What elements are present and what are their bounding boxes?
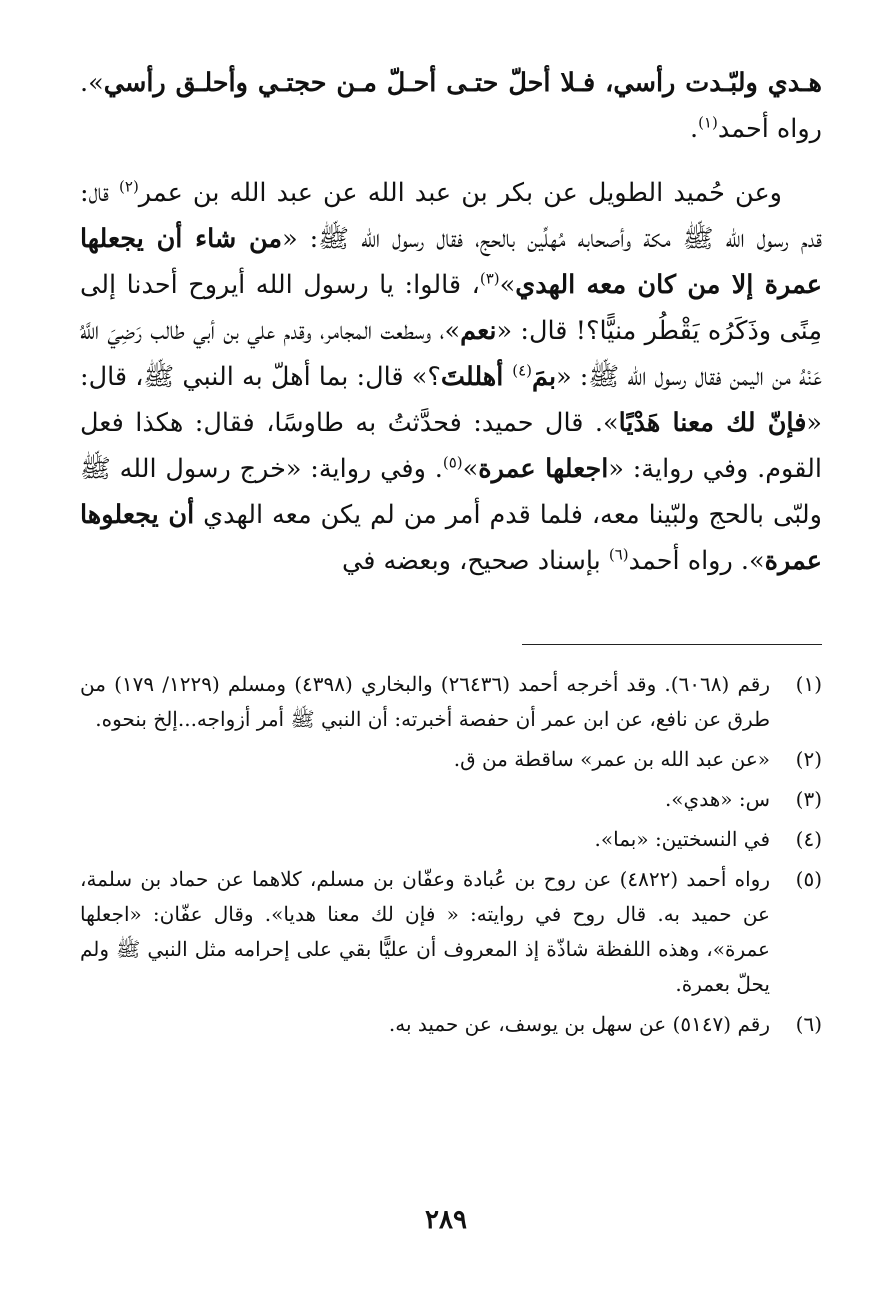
footnote-text: رقم (٥١٤٧) عن سهل بن يوسف، عن حميد به. [388, 1012, 770, 1036]
page-body [80, 60, 822, 1047]
footnotes [80, 667, 822, 1042]
paragraph-2: وعن حُميد الطويل عن بكر بن عبد الله عن عبد الله بن عمر$^{(٢)}$ قال: قدم رسول الله ﷺ مكة وأصحابه مُهلِّين بالحج، فقال رسول الله ﷺ: «من شاء أن يجعلها عمرة إلا من كان معه الهدي»$^{(٣)}$، قالوا: يا رسول الله أيروح أحدنا إلى مِنًى وذَكَرُه يَقْطُر منيًّا؟! قال: «نعم»، وسطعت المجامر، وقدم علي بن أبي طالب رَضِيَ اللَّهُ عَنْهُ من اليمن فقال رسول الله ﷺ: «بمَ$^{(٤)}$ أهللتَ؟» قال: بما أهلّ به النبي ﷺ، قال: «فإنّ لك معنا هَدْيًا». قال حميد: فحدَّثتُ به طاوسًا، فقال: هكذا فعل القوم. وفي رواية: «اجعلها عمرة»$^{(٥)}$. وفي رواية: «خرج رسول الله ﷺ ولبّى بالحج ولبّينا معه، فلما قدم أمر من لم يكن معه الهدي أن يجعلوها عمرة». رواه أحمد$^{(٦)}$ بإسناد صحيح، وبعضه في [80, 177, 823, 576]
footnote-ref-5[interactable]: (٥) [442, 453, 463, 472]
quoted-text: هـدي ولبّـدت رأسي، فـلا أحلّ حتـى أحـلّ مـن حجتـي وأحلـق رأسي [103, 68, 822, 98]
hadith-bold-2: نعم [460, 316, 497, 346]
main-text [80, 60, 822, 584]
hadith-bold-7: أن يجعلوها عمرة [80, 500, 822, 576]
footnote-number: (١) [795, 672, 822, 696]
footnote-ref-4[interactable]: (٤) [512, 361, 532, 380]
footnote-text: في النسختين: «بما». [594, 827, 770, 851]
footnote-ref-2[interactable]: (٢) [119, 177, 139, 196]
footnote-number: (٦) [795, 1012, 822, 1036]
footnote-number: (٣) [795, 787, 822, 811]
footnote-text: س: «هدي». [664, 787, 770, 811]
footnote-separator [522, 644, 822, 645]
footnote-text: رواه أحمد (٤٨٢٢) عن روح بن عُبادة وعفّان بن مسلم، كلاهما عن حماد بن سلمة، عن حميد به. قال روح في روايته: « فإن لك معنا هديا». وقال عفّان: «اجعلها عمرة»، وهذه اللفظة شاذّة إذ المعروف أن عليًّا بقي على إحرامه مثل النبي ﷺ ولم يحلّ بعمرة. [80, 867, 770, 996]
page-number: ٢٨٩ [425, 1205, 467, 1235]
footnote-ref-3[interactable]: (٣) [479, 269, 500, 288]
footnote-number: (٢) [795, 747, 822, 771]
footnote-text: «عن عبد الله بن عمر» ساقطة من ق. [453, 747, 770, 771]
footnote-number: (٤) [795, 827, 822, 851]
footnote-3 [80, 782, 822, 817]
footnote-6 [80, 1007, 822, 1042]
hadith-bold-6: اجعلها عمرة [478, 454, 609, 484]
footnote-4 [80, 822, 822, 857]
footnote-ref-1[interactable]: (١) [698, 113, 718, 132]
hadith-bold-5: فإنّ لك معنا هَدْيًا [618, 408, 807, 438]
hadith-bold-1: من شاء أن يجعلها عمرة إلا من كان معه الهدي [80, 224, 823, 300]
hadith-bold-3: بمَ [531, 362, 557, 392]
footnote-5 [80, 862, 822, 1002]
footnote-2 [80, 742, 822, 777]
footnote-number: (٥) [795, 867, 822, 891]
footnote-text: رقم (٦٠٦٨). وقد أخرجه أحمد (٢٦٤٣٦) والبخاري (٤٣٩٨) ومسلم (١٢٢٩/ ١٧٩) من طرق عن نافع، عن ابن عمر أن حفصة أخبرته: أن النبي ﷺ أمر أزواجه...إلخ بنحوه. [80, 672, 771, 731]
footnote-ref-6[interactable]: (٦) [608, 545, 629, 564]
footnote-1 [80, 667, 822, 737]
hadith-bold-4: أهللتَ [440, 362, 513, 392]
paragraph-1: هـدي ولبّـدت رأسي، فـلا أحلّ حتـى أحـلّ مـن حجتـي وأحلـق رأسي». رواه أحمد$^{(١)}$. [80, 68, 822, 144]
